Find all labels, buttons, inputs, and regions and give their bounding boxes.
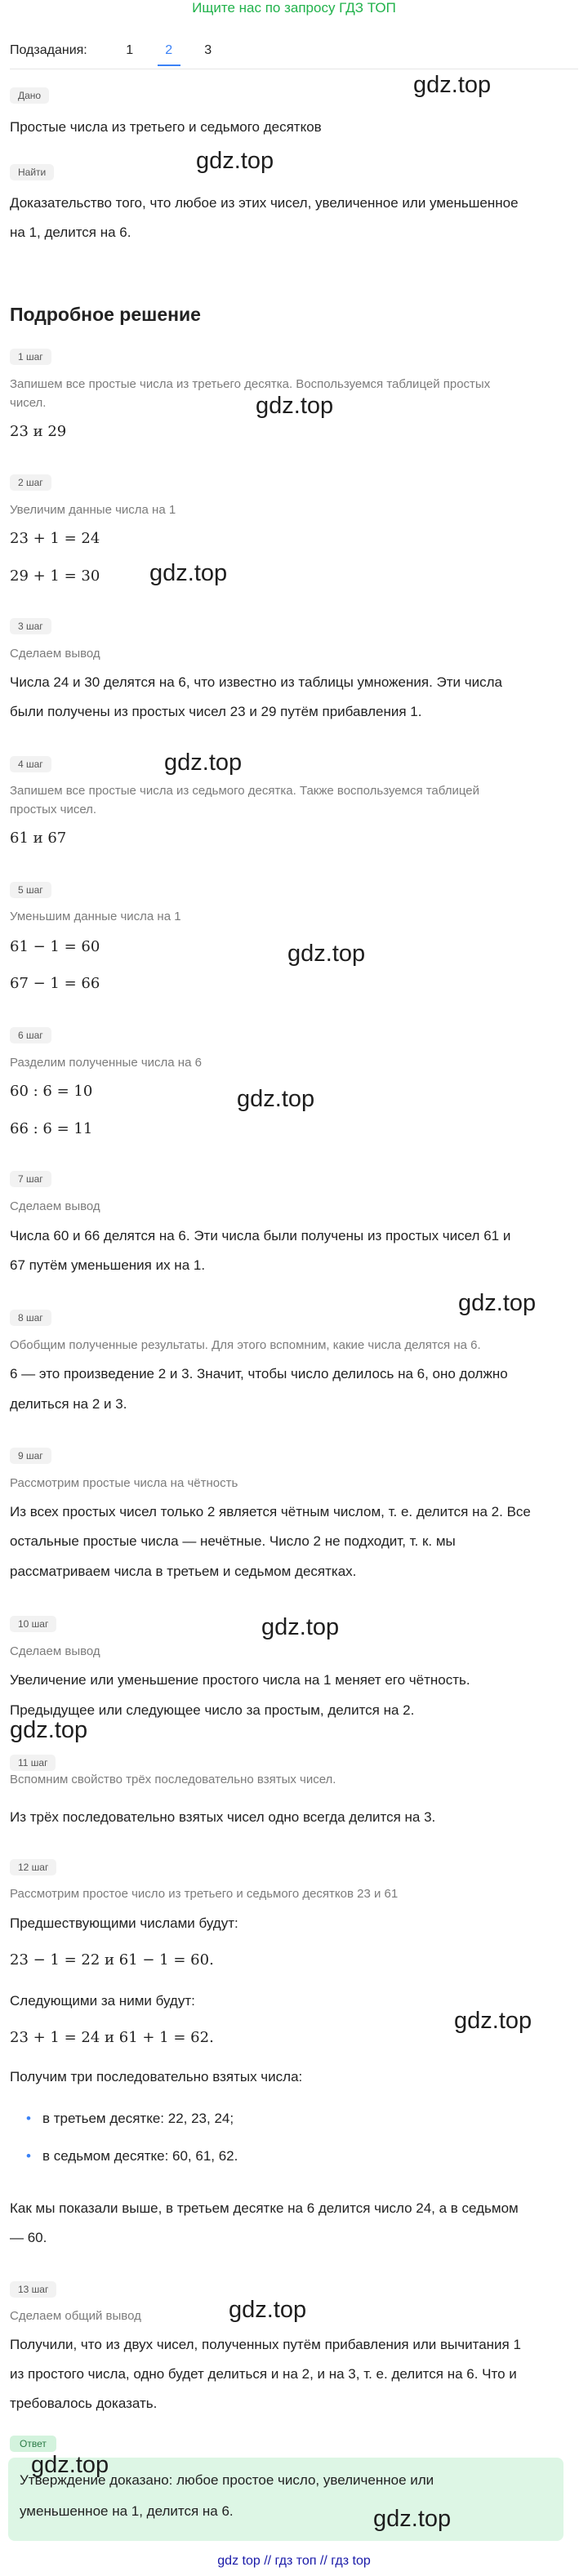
math-line: 66 : 6 = 11	[10, 1120, 93, 1137]
watermark: gdz.top	[196, 148, 274, 174]
step-text: Предыдущее или следующее число за простым, делится на 2.	[10, 1702, 415, 1718]
step-text: 67 путём уменьшения их на 1.	[10, 1257, 206, 1273]
watermark: gdz.top	[31, 2452, 109, 2478]
step-badge: 2 шаг	[10, 474, 51, 491]
step-text: Из трёх последовательно взятых чисел одно всегда делится на 3.	[10, 1809, 436, 1825]
step-badge: 11 шаг	[10, 1755, 56, 1771]
step-text: требовалось доказать.	[10, 2396, 158, 2411]
step-text: остальные простые числа — нечётные. Число 2 не подходит, т. к. мы	[10, 1533, 456, 1549]
step-hint: Сделаем общий вывод	[10, 2309, 141, 2323]
step-badge: 4 шаг	[10, 756, 51, 772]
step-text: Получим три последовательно взятых числа:	[10, 2069, 303, 2084]
math-line: 23 − 1 = 22 и 61 − 1 = 60.	[10, 1951, 214, 1969]
step-text: из простого числа, одно будет делиться и на 2, и на 3, т. е. делится на 6. Что и	[10, 2366, 517, 2382]
list-item: • в третьем десятке: 22, 23, 24;	[26, 2111, 234, 2126]
step-badge: 1 шаг	[10, 349, 51, 365]
step-hint: Запишем все простые числа из седьмого десятка. Также воспользуемся таблицей	[10, 784, 479, 798]
math-line: 23 + 1 = 24	[10, 530, 100, 547]
step-text: Числа 24 и 30 делятся на 6, что известно из таблицы умножения. Эти числа	[10, 674, 502, 690]
step-badge: 12 шаг	[10, 1859, 56, 1875]
given-text: Простые числа из третьего и седьмого десятков	[10, 119, 322, 135]
step-hint: Увеличим данные числа на 1	[10, 503, 176, 517]
watermark: gdz.top	[373, 2506, 452, 2532]
watermark: gdz.top	[256, 393, 334, 419]
step-hint: Сделаем вывод	[10, 1199, 100, 1213]
watermark: gdz.top	[10, 1717, 88, 1743]
subtask-tab-2[interactable]: 2	[149, 43, 189, 58]
step-hint: Рассмотрим простое число из третьего и седьмого десятков 23 и 61	[10, 1887, 399, 1901]
step-badge: 5 шаг	[10, 882, 51, 898]
watermark: gdz.top	[164, 750, 243, 776]
step-text: Увеличение или уменьшение простого числа на 1 меняет его чётность.	[10, 1672, 470, 1688]
watermark: gdz.top	[149, 560, 228, 586]
step-hint: Уменьшим данные числа на 1	[10, 910, 181, 923]
step-hint: простых чисел.	[10, 803, 97, 816]
solution-title: Подробное решение	[10, 304, 201, 325]
step-text: Получили, что из двух чисел, полученных путём прибавления или вычитания 1	[10, 2337, 521, 2352]
top-banner[interactable]: Ищите нас по запросу ГДЗ ТОП	[192, 0, 396, 16]
step-text: Числа 60 и 66 делятся на 6. Эти числа были получены из простых чисел 61 и	[10, 1228, 511, 1244]
step-hint: Рассмотрим простые числа на чётность	[10, 1476, 238, 1490]
footer-links[interactable]: gdz top // гдз топ // гдз top	[217, 2554, 371, 2568]
find-text-line2: на 1, делится на 6.	[10, 225, 131, 240]
step-hint: чисел.	[10, 396, 47, 410]
step-text: Предшествующими числами будут:	[10, 1915, 238, 1931]
step-text: были получены из простых чисел 23 и 29 путём прибавления 1.	[10, 704, 422, 719]
answer-text-line1: Утверждение доказано: любое простое число, увеличенное или	[20, 2472, 434, 2488]
watermark: gdz.top	[261, 1614, 340, 1640]
answer-badge: Ответ	[10, 2436, 56, 2452]
subtask-tab-1[interactable]: 1	[126, 43, 134, 57]
step-badge: 8 шаг	[10, 1310, 51, 1326]
step-hint: Запишем все простые числа из третьего десятка. Воспользуемся таблицей простых	[10, 377, 491, 391]
watermark: gdz.top	[287, 941, 366, 967]
math-line: 61 и 67	[10, 830, 67, 847]
watermark: gdz.top	[458, 1290, 537, 1316]
step-text: Из всех простых чисел только 2 является чётным числом, т. е. делится на 2. Все	[10, 1504, 531, 1519]
watermark: gdz.top	[237, 1086, 315, 1112]
step-hint: Вспомним свойство трёх последовательно взятых чисел.	[10, 1773, 336, 1786]
step-text: Следующими за ними будут:	[10, 1993, 195, 2009]
step-badge: 3 шаг	[10, 618, 51, 634]
math-line: 29 + 1 = 30	[10, 567, 100, 585]
list-item: • в седьмом десятке: 60, 61, 62.	[26, 2148, 238, 2164]
math-line: 61 − 1 = 60	[10, 938, 100, 955]
watermark: gdz.top	[413, 72, 492, 98]
step-hint: Разделим полученные числа на 6	[10, 1056, 202, 1070]
step-hint: Сделаем вывод	[10, 1644, 100, 1658]
math-line: 23 + 1 = 24 и 61 + 1 = 62.	[10, 2029, 214, 2046]
step-text: делиться на 2 и 3.	[10, 1396, 127, 1412]
step-badge: 10 шаг	[10, 1616, 56, 1632]
step-text: Как мы показали выше, в третьем десятке на 6 делится число 24, а в седьмом	[10, 2200, 519, 2216]
step-badge: 9 шаг	[10, 1448, 51, 1464]
subtasks-label: Подзадания:	[10, 43, 87, 57]
find-text-line1: Доказательство того, что любое из этих чисел, увеличенное или уменьшенное	[10, 195, 519, 211]
math-line: 67 − 1 = 66	[10, 975, 100, 992]
watermark: gdz.top	[229, 2297, 307, 2323]
math-line: 23 и 29	[10, 423, 67, 440]
step-text: — 60.	[10, 2230, 47, 2245]
answer-text-line2: уменьшенное на 1, делится на 6.	[20, 2503, 234, 2519]
step-badge: 7 шаг	[10, 1171, 51, 1187]
given-badge: Дано	[10, 87, 49, 104]
find-badge: Найти	[10, 164, 54, 180]
subtasks-bar	[10, 41, 228, 60]
step-text: 6 — это произведение 2 и 3. Значит, чтобы число делилось на 6, оно должно	[10, 1366, 508, 1381]
math-line: 60 : 6 = 10	[10, 1083, 93, 1100]
step-badge: 6 шаг	[10, 1027, 51, 1043]
subtask-tab-3[interactable]: 3	[204, 43, 212, 57]
step-hint: Сделаем вывод	[10, 647, 100, 661]
step-text: рассматриваем числа в третьем и седьмом десятках.	[10, 1564, 357, 1579]
watermark: gdz.top	[454, 2008, 532, 2034]
step-badge: 13 шаг	[10, 2281, 56, 2298]
step-hint: Обобщим полученные результаты. Для этого вспомним, какие числа делятся на 6.	[10, 1338, 481, 1352]
